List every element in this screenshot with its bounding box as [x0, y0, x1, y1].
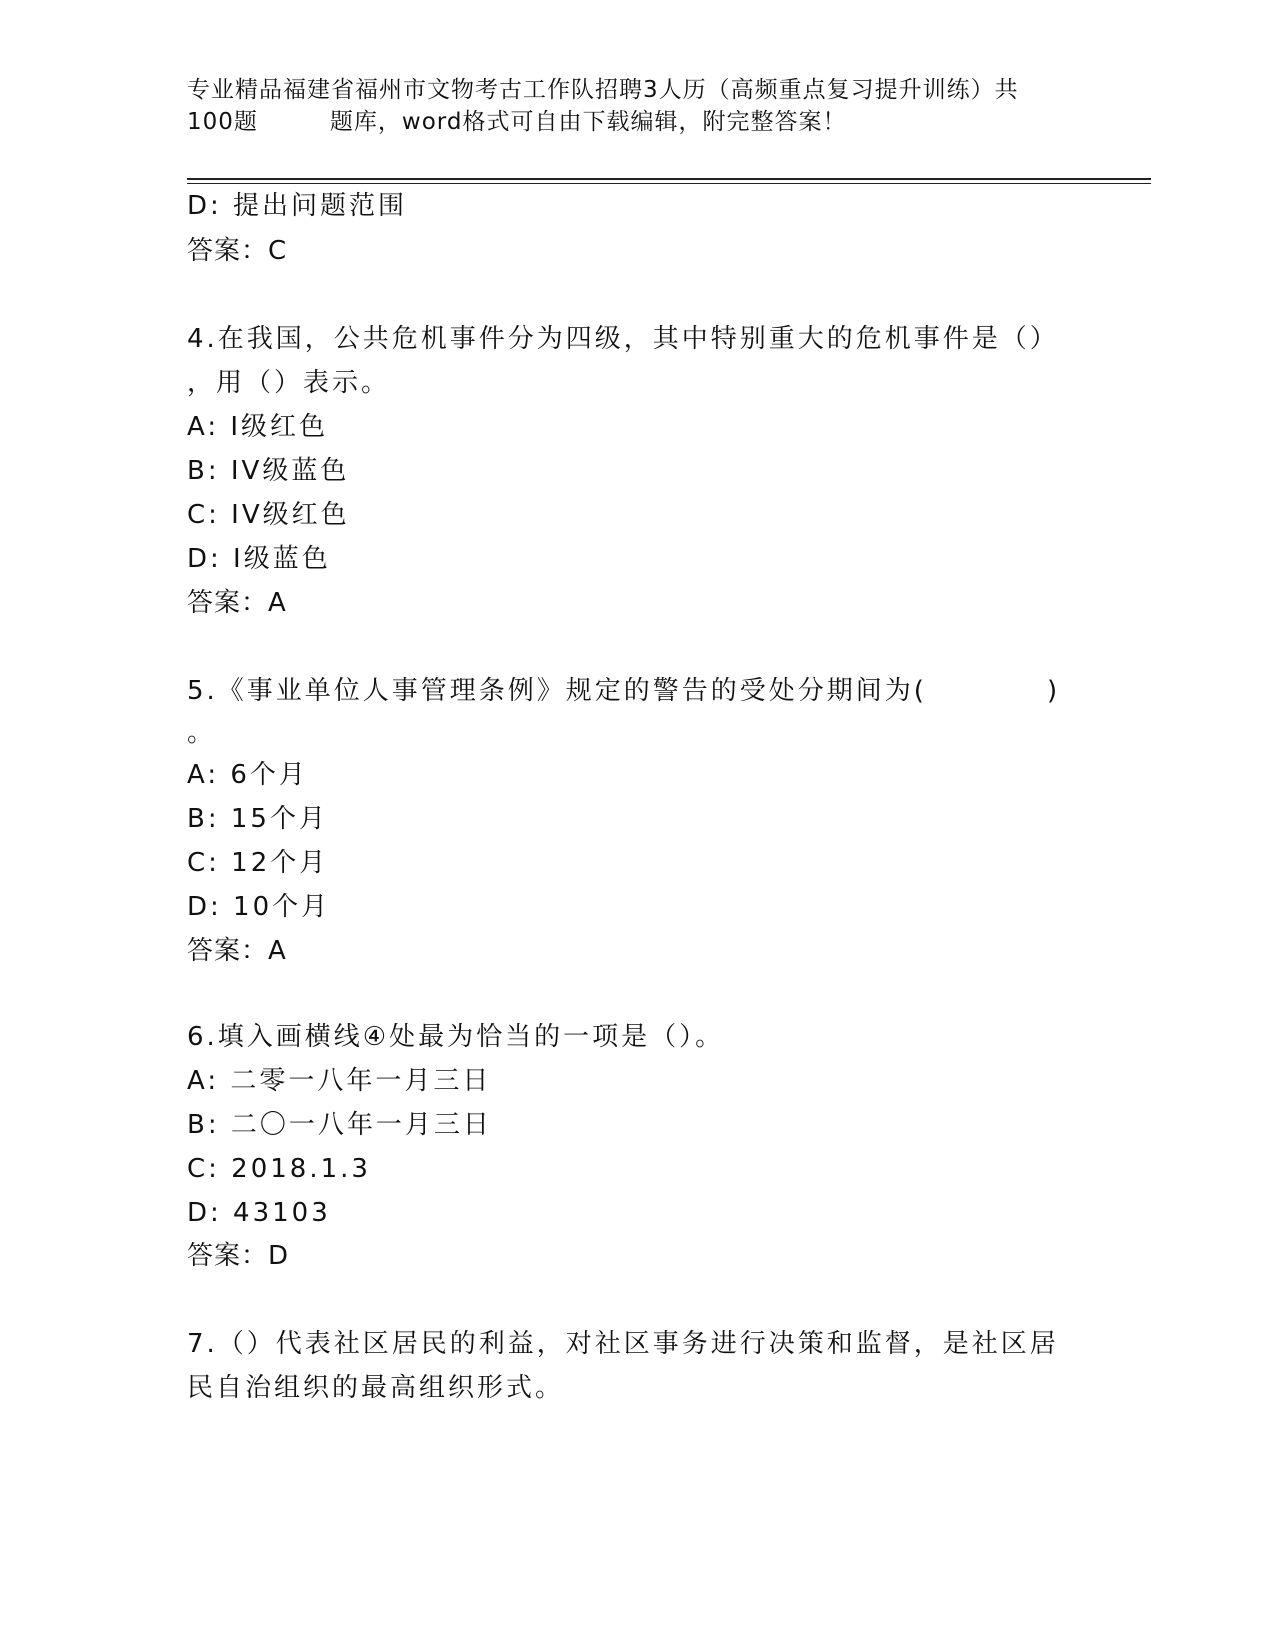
prev-question-option-d: D: 提出问题范围: [187, 191, 408, 221]
q6-option-b: B: 二〇一八年一月三日: [187, 1110, 492, 1140]
q5-option-b: B: 15个月: [187, 804, 328, 834]
q4-option-c: C: IV级红色: [187, 500, 350, 530]
q4-answer: 答案：A: [187, 588, 287, 618]
q5-option-c: C: 12个月: [187, 848, 329, 878]
header-rule-thick: [187, 178, 1151, 180]
header-line-1: 专业精品福建省福州市文物考古工作队招聘3人历（高频重点复习提升训练）共: [187, 77, 1019, 103]
document-header: [187, 74, 1067, 138]
q7-stem-line-1: 7.（）代表社区居民的利益，对社区事务进行决策和监督，是社区居: [187, 1329, 1059, 1359]
header-description: 题库，word格式可自由下载编辑，附完整答案！: [329, 109, 847, 135]
q7-stem-line-2: 民自治组织的最高组织形式。: [187, 1373, 565, 1403]
q4-option-b: B: IV级蓝色: [187, 456, 350, 486]
q4-option-d: D: I级蓝色: [187, 544, 331, 574]
q4-stem-line-2: ，用（）表示。: [187, 368, 391, 398]
header-question-count: 100题: [187, 109, 258, 135]
q6-option-c: C: 2018.1.3: [187, 1154, 371, 1184]
header-rule-thin: [187, 183, 1151, 184]
q6-option-a: A: 二零一八年一月三日: [187, 1066, 492, 1096]
header-line-2: [187, 106, 1067, 138]
q6-option-d: D: 43103: [187, 1198, 331, 1228]
prev-question-answer: 答案：C: [187, 236, 288, 266]
q5-stem-text: 5.《事业单位人事管理条例》规定的警告的受处分期间为(: [187, 676, 927, 706]
q4-option-a: A: I级红色: [187, 412, 329, 442]
q5-stem-line-2: 。: [187, 718, 217, 748]
q5-answer: 答案：A: [187, 936, 287, 966]
q5-option-a: A: 6个月: [187, 760, 308, 790]
q4-stem-line-1: 4.在我国，公共危机事件分为四级，其中特别重大的危机事件是（）: [187, 324, 1059, 354]
q5-stem-close-paren: ): [1046, 676, 1061, 706]
q5-stem-line-1: [187, 675, 1060, 707]
q5-option-d: D: 10个月: [187, 892, 331, 922]
q6-stem: 6.填入画横线④处最为恰当的一项是（）。: [187, 1022, 725, 1052]
q6-answer: 答案：D: [187, 1241, 290, 1271]
